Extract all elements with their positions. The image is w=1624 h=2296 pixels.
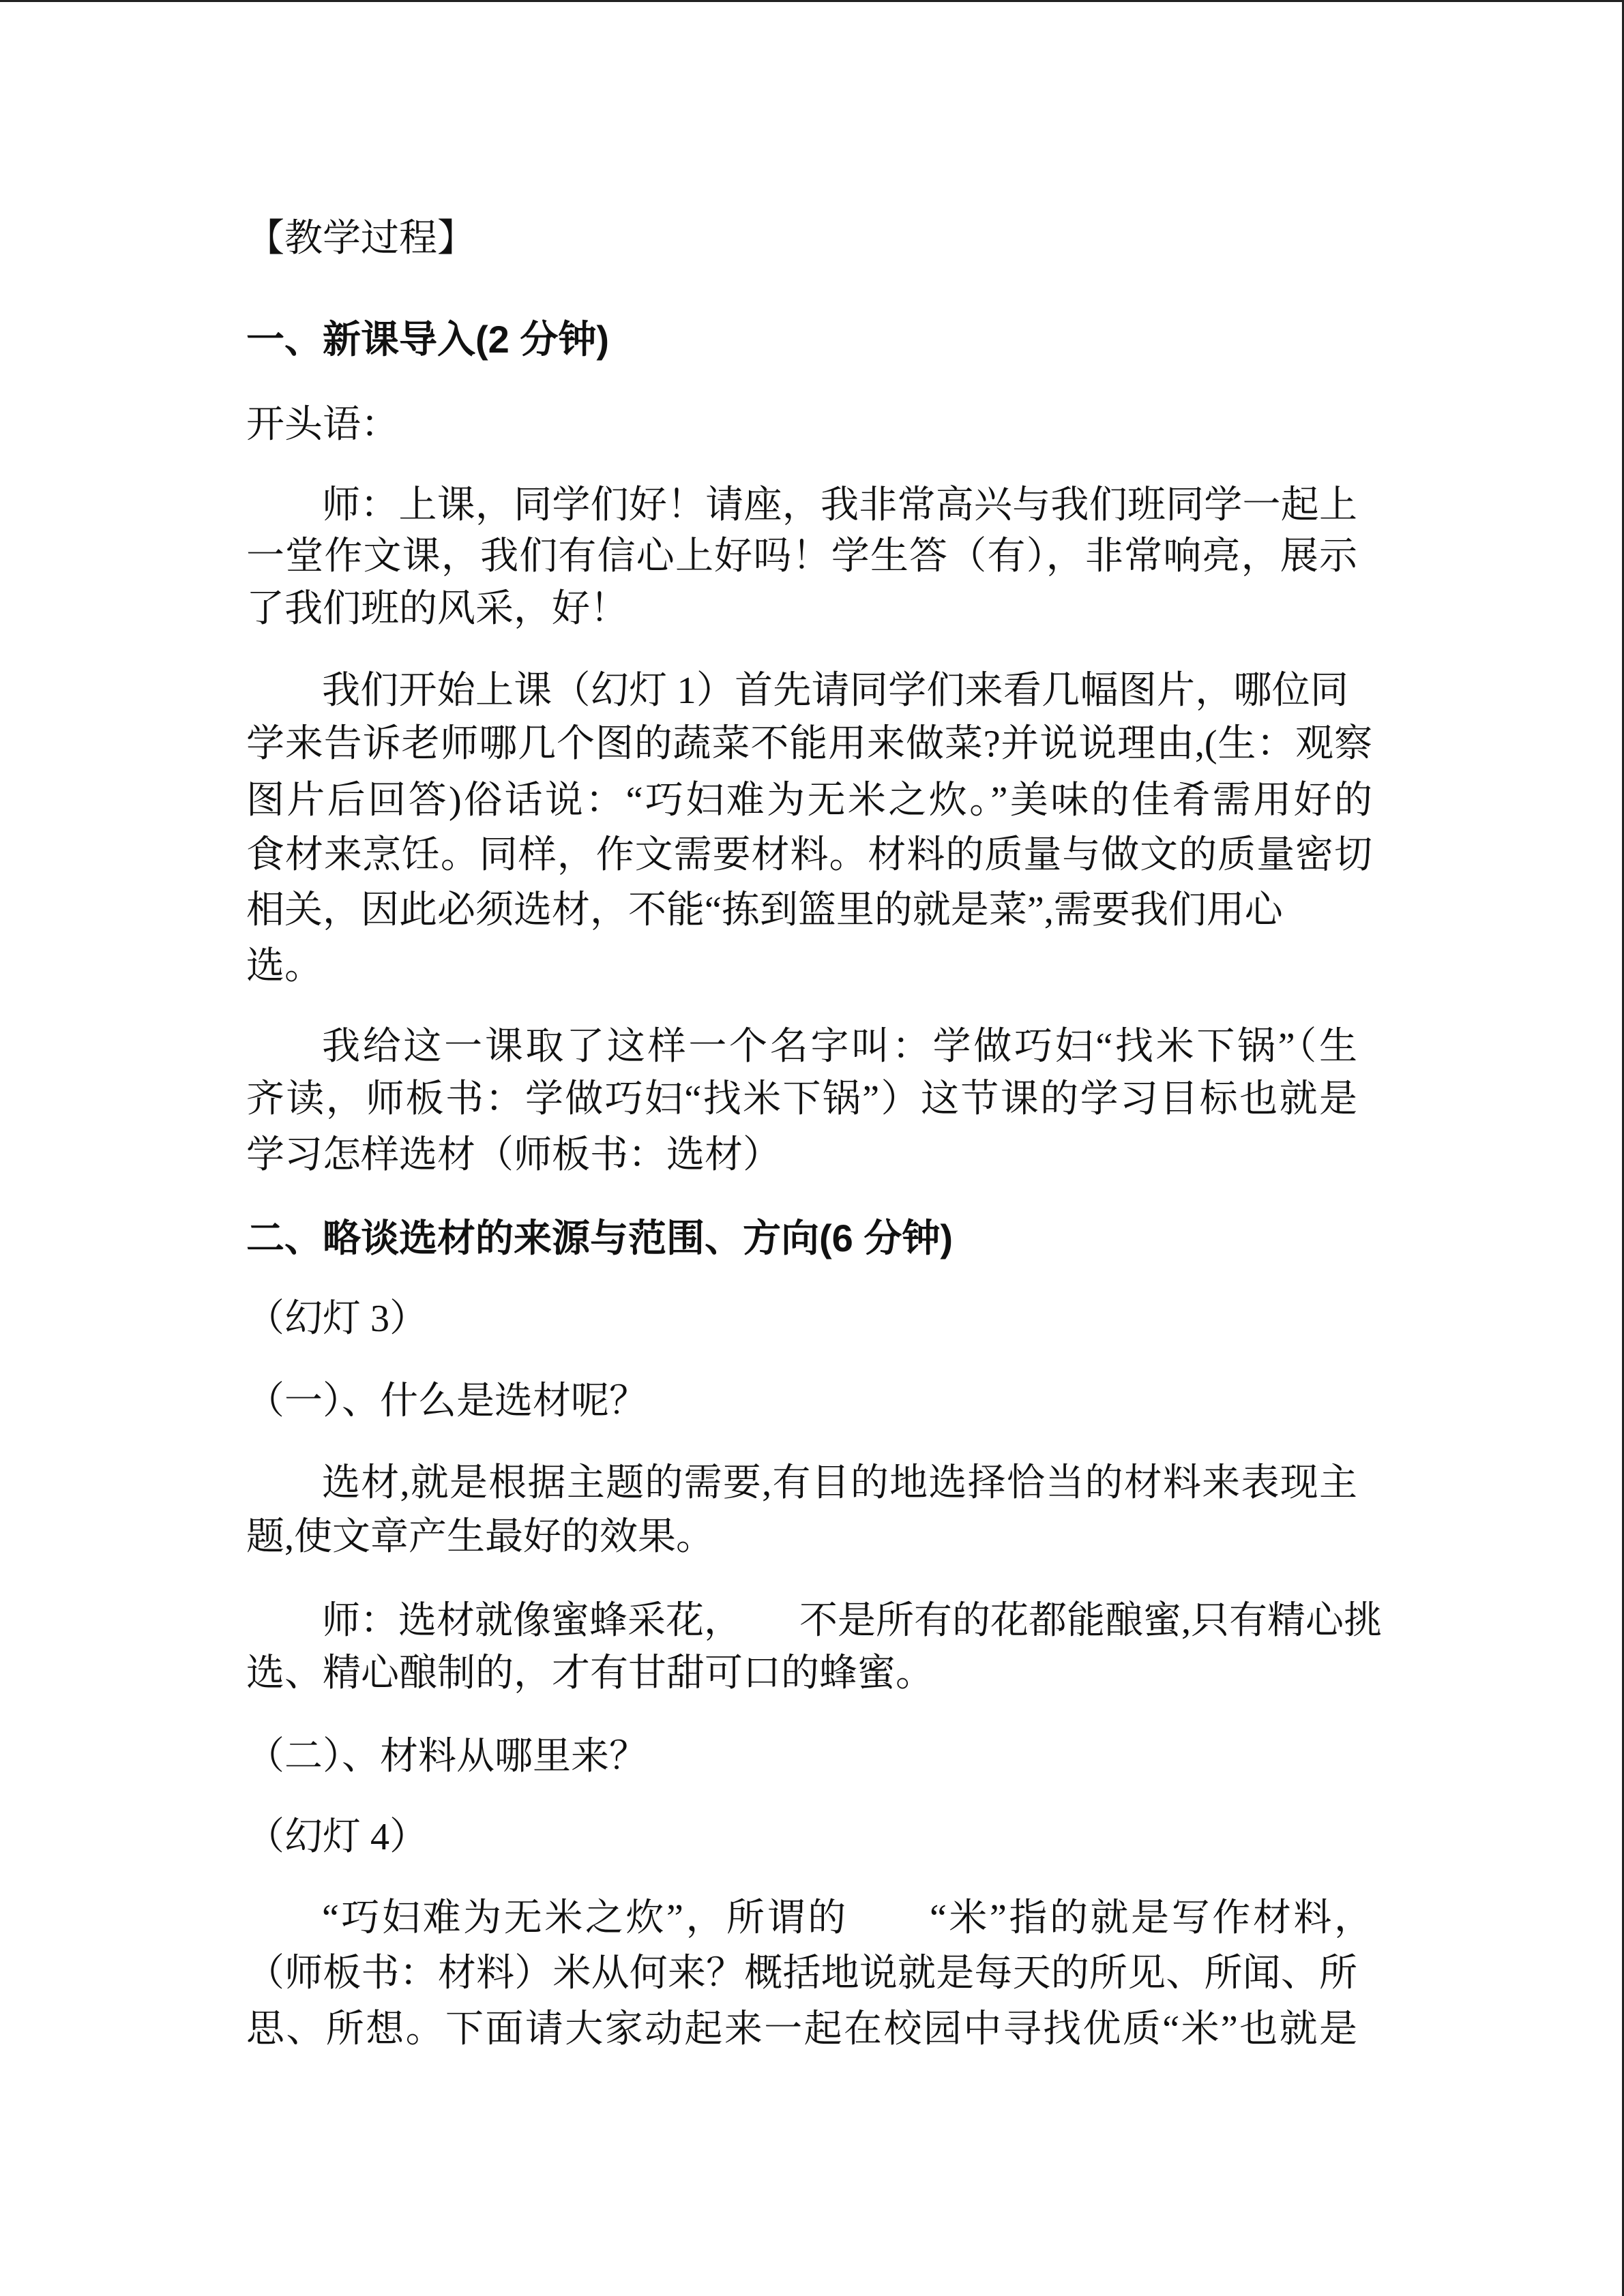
slide-note: （幻灯 3） [246,1298,428,1340]
paragraph-line: 师：上课，同学们好！请座，我非常高兴与我们班同学一起上 [322,484,1357,526]
slide-note: （幻灯 4） [246,1816,428,1858]
paragraph-line: 食材来烹饪。同样，作文需要材料。材料的质量与做文的质量密切 [246,834,1372,876]
paragraph-line: “巧妇难为无米之炊”，所谓的 “米”指的就是写作材料， [322,1897,1372,1939]
paragraph-line: （师板书：材料）米从何来？概括地说就是每天的所见、所闻、所 [246,1952,1357,1995]
paragraph-line: 齐读，师板书：学做巧妇“找米下锅”）这节课的学习目标也就是 [246,1078,1357,1120]
opening-label: 开头语： [246,404,399,446]
subsection-heading-2: （二）、材料从哪里来？ [246,1735,647,1778]
paragraph-line: 学来告诉老师哪几个图的蔬菜不能用来做菜?并说说理由,(生：观察 [246,723,1372,765]
section-heading-2: 二、略谈选材的来源与范围、方向(6 分钟) [246,1217,953,1259]
subsection-heading-1: （一）、什么是选材呢？ [246,1380,647,1422]
paragraph-line: 思、所想。下面请大家动起来一起在校园中寻找优质“米”也就是 [246,2008,1357,2051]
paragraph-line: 了我们班的风采，好！ [246,588,628,630]
paragraph-line: 我们开始上课（幻灯 1）首先请同学们来看几幅图片，哪位同 [322,670,1348,712]
page-border-top [0,0,1624,2]
paragraph-line: 我给这一课取了这样一个名字叫：学做巧妇“找米下锅”（生 [322,1026,1357,1068]
paragraph-line: 相关，因此必须选材，不能“拣到篮里的就是菜”,需要我们用心 [246,889,1283,931]
paragraph-line: 选材,就是根据主题的需要,有目的地选择恰当的材料来表现主 [322,1462,1357,1504]
paragraph-line: 师：选材就像蜜蜂采花， 不是所有的花都能酿蜜,只有精心挑 [322,1600,1382,1642]
paragraph-line: 图片后回答)俗话说：“巧妇难为无米之炊。”美味的佳肴需用好的 [246,779,1372,822]
paragraph-line: 学习怎样选材（师板书：选材） [246,1134,781,1176]
paragraph-line: 一堂作文课，我们有信心上好吗！学生答（有），非常响亮，展示 [246,535,1357,578]
paragraph-line: 选。 [246,945,323,987]
section-title: 【教学过程】 [246,218,475,260]
section-heading-1: 一、新课导入(2 分钟) [246,318,609,361]
paragraph-line: 选、精心酿制的，才有甘甜可口的蜂蜜。 [246,1652,934,1695]
paragraph-line: 题,使文章产生最好的效果。 [246,1516,714,1558]
